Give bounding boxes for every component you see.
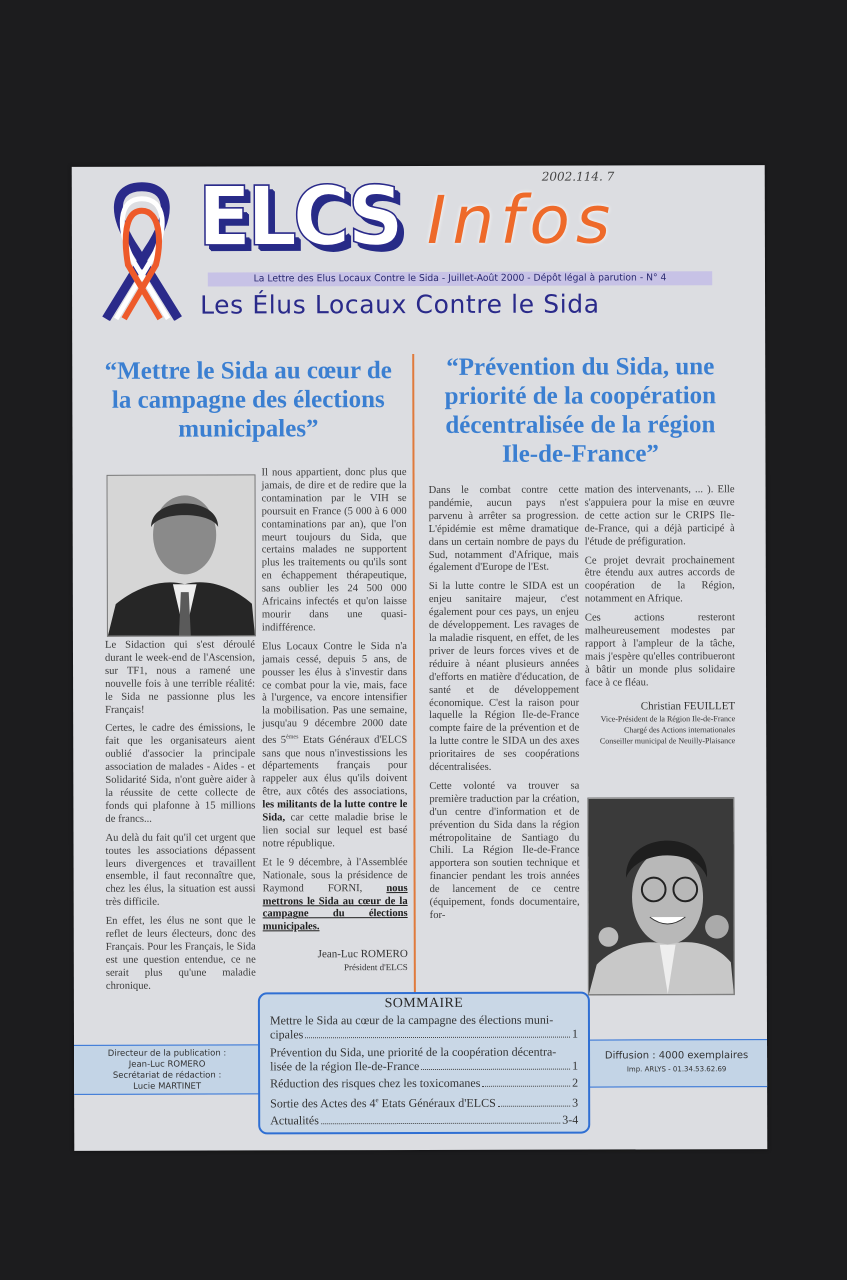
toc-page: 2 — [572, 1075, 579, 1090]
author-role: Vice-Président de la Région Ile-de-France — [600, 713, 736, 724]
table-of-contents — [258, 992, 590, 1135]
paragraph: Ce projet devrait prochainement être étendu aux autres accords de coopération de la Région, notamment en Afrique. — [584, 554, 735, 605]
paragraph: Au delà du fait qu'il cet urgent que toutes les associations dépassent leurs divergences et travaillent ensemble, il faut reconnaître que, chez les élus, la situation est aussi très difficile. — [105, 832, 256, 909]
archive-number: 2002.114. 7 — [541, 169, 615, 184]
paragraph: En effet, les élus ne sont que le reflet de leurs électeurs, donc des Français. Pour les Français, le Sida est une question entendue, ce ne serait plus qu'une maladie chronique. — [105, 915, 256, 992]
romero-portrait-photo — [107, 474, 256, 636]
director-name: Jean-Luc ROMERO — [128, 1059, 206, 1070]
underlined-emphasis: nous mettrons le Sida au cœur de la campagne du élections municipales. — [262, 882, 408, 933]
article-right-column-1 — [429, 485, 580, 929]
emphasis-text: les militants de la lutte contre le Sida, — [262, 799, 408, 824]
author-name: Jean-Luc ROMERO — [317, 948, 408, 961]
author-role: Conseiller municipal de Neuilly-Plaisance — [599, 735, 736, 746]
article-left-column-1 — [105, 639, 256, 999]
publication-credits: Directeur de la publication : Jean-Luc ROMERO Secrétariat de rédaction : Lucie MARTINET — [74, 1044, 260, 1094]
paragraph: Le Sidaction qui s'est déroulé durant le week-end de l'Ascension, sur TF1, nous a ramené une nouvelle fois à une terrible réalité: le Sida ne passionne plus les Français! — [104, 639, 256, 716]
toc-item[interactable]: Mettre le Sida au cœur de la campagne des élections muni- cipales 1 — [269, 1012, 579, 1042]
paragraph: Et le 9 décembre, à l'Assemblée Nationale, sous la présidence de Raymond FORNI, nous mettrons le Sida au cœur de la campagne du élections municipales. — [262, 856, 408, 933]
signature-feuillet — [585, 700, 735, 746]
toc-item[interactable]: Sortie des Actes des 4e Etats Généraux d'ELCS 3 — [270, 1095, 579, 1111]
article-right-title: “Prévention du Sida, une priorité de la coopération décentralisée de la région Ile-de-France” — [444, 353, 717, 468]
aids-ribbon-logo-icon — [96, 181, 188, 321]
portrait-icon — [588, 798, 734, 994]
article-left-title: “Mettre le Sida au cœur de la campagne des élections municipales” — [104, 357, 392, 443]
toc-item[interactable]: Prévention du Sida, une priorité de la coopération décentra- lisée de la région Ile-de-France 1 — [270, 1044, 579, 1074]
diffusion-count: Diffusion : 4000 exemplaires — [604, 1050, 749, 1062]
secretariat-name: Lucie MARTINET — [133, 1081, 202, 1092]
paragraph: mation des intervenants, ... ). Elle s'appuiera pour la mise en œuvre de cette action sur le CRIPS Ile-de-France, qui a déjà participé à l'étude de préfiguration. — [584, 484, 735, 548]
issue-subline: La Lettre des Elus Locaux Contre le Sida - Juillet-Août 2000 - Dépôt légal à parution - N° 4 — [208, 271, 712, 286]
association-name: Les Élus Locaux Contre le Sida — [200, 289, 600, 320]
brand-suffix: Infos — [426, 181, 617, 259]
toc-item[interactable]: Réduction des risques chez les toxicomanes 2 — [270, 1075, 579, 1091]
paragraph: Si la lutte contre le SIDA est un enjeu sanitaire majeur, c'est également pour ces pays, un enjeu de développement. Les ravages de la maladie risquent, en effet, de les priver de leurs forces vives et de réduire à néant plusieurs années d'efforts en matière d'éducation, de santé et de développement économique. C'est la raison pour laquelle la Région Ile-de-France compte faire de la prévention et de la lutte contre le SIDA un des axes prioritaires de ses coopérations décentralisées. — [428, 580, 580, 774]
toc-heading: SOMMAIRE — [384, 995, 464, 1012]
toc-page: 3 — [572, 1095, 579, 1110]
diffusion-info — [586, 1039, 767, 1087]
paragraph: Dans le combat contre cette pandémie, aucun pays n'est parvenu à arrêter sa progression. L'épidémie est même dramatique dans un certain nombre de pays du Sud, notamment d'Afrique, mais également d'Europe de l'Est. — [428, 484, 579, 574]
signature-romero — [263, 948, 408, 974]
toc-page: 3-4 — [562, 1113, 579, 1128]
author-role: Chargé des Actions internationales — [624, 724, 736, 735]
paragraph: Cette volonté va trouver sa première traduction par la création, d'un centre d'information et de prévention du Sida dans la région métropolitaine de Santiago du Chili. La Région Ile-de-France apportera son soutien technique et financier pendant les trois années de lancement de ce centre (équipement, fonds documentaire, for- — [429, 780, 580, 921]
paragraph: Elus Locaux Contre le Sida n'a jamais cessé, depuis 5 ans, de pousser les élus à s'investir dans ce combat pour la vie, mais, face à l'urgence, va encore intensifier la mobilisation. Pas une semaine, jusqu'au 9 décembre 2000 date des 5èmes Etats Généraux d'ELCS sans que nous n'investissions les départements français pour rappeler aux élus qu'ils doivent être, aux côtés des associations, les militants de la lutte contre le Sida, car cette maladie brise le lien social sur lequel est basé notre république. — [261, 640, 408, 850]
toc-page: 1 — [572, 1058, 579, 1073]
toc-page: 1 — [571, 1026, 579, 1042]
author-role: Président d'ELCS — [343, 962, 408, 973]
brand-logo-text: ELCS — [197, 169, 400, 265]
newsletter-page — [72, 165, 768, 1151]
toc-item[interactable]: Actualités 3-4 — [270, 1113, 579, 1128]
paragraph: Certes, le cadre des émissions, le fait que les organisateurs aient oublié d'associer la principale association de malades - Aides - et Solidarité Sida, n'ont guère aider à la réussite de cette collecte de fonds qui plafonne à 15 millions de francs... — [105, 722, 256, 825]
article-right-column-2 — [585, 484, 736, 746]
portrait-icon — [108, 475, 255, 635]
paragraph: Ces actions resteront malheureusement modestes par rapport à l'ampleur de la tâche, mais j'espère qu'elles contribueront à bâtir un monde plus solidaire face à ce fléau. — [584, 612, 736, 689]
column-divider — [412, 354, 416, 994]
feuillet-portrait-photo — [587, 797, 735, 995]
printer-info: Imp. ARLYS - 01.34.53.62.69 — [626, 1065, 727, 1074]
paragraph: Il nous appartient, donc plus que jamais, de dire et de redire que la contamination par le VIH se poursuit en France (5 000 à 6 000 contaminations par an), que l'on meurt toujours du Sida, que certains malades ne supportent plus les traitements ou qu'ils sont en échappement thérapeutique, sans oublier les 24 500 000 Africains infectés et qu'on laisse mourir dans une quasi-indifférence. — [261, 467, 407, 634]
article-left-column-2 — [262, 467, 408, 975]
author-name: Christian FEUILLET — [640, 699, 736, 713]
